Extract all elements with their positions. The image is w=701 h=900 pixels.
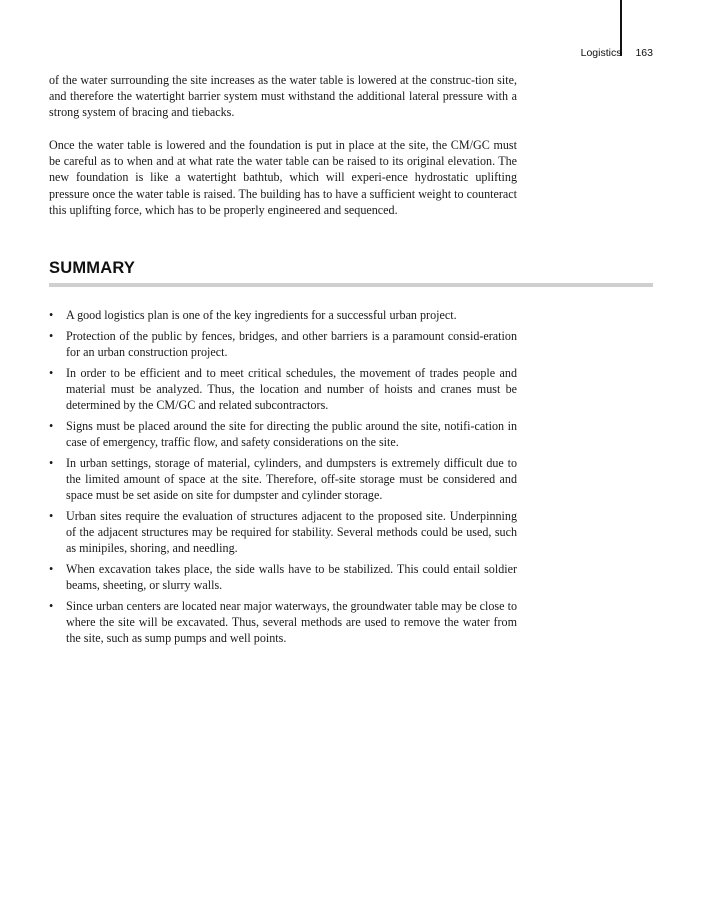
bullet-icon: •	[49, 418, 54, 433]
running-head	[581, 46, 653, 60]
summary-rule	[49, 283, 653, 287]
summary-item	[49, 418, 517, 450]
bullet-icon: •	[49, 455, 54, 470]
summary-heading: SUMMARY	[49, 259, 136, 277]
summary-item-text: Signs must be placed around the site for directing the public around the site, notifi-cation in case of emergency, traffic flow, and safety considerations on the site.	[66, 418, 517, 449]
bullet-icon: •	[49, 508, 54, 523]
page-number: 163	[635, 47, 653, 59]
summary-item-text: Urban sites require the evaluation of structures adjacent to the proposed site. Underpinning of the adjacent structures may be required for stability. Several methods could be used, such as minipiles, shoring, and needling.	[66, 508, 517, 556]
bullet-icon: •	[49, 598, 54, 613]
summary-item-text: Since urban centers are located near major waterways, the groundwater table may be close to where the site will be excavated. Thus, several methods are used to remove the water from the site, such as sump pumps and well points.	[66, 598, 517, 646]
summary-item	[49, 307, 517, 323]
summary-item	[49, 365, 517, 414]
paragraph-water-table: Once the water table is lowered and the foundation is put in place at the site, the CM/GC must be careful as to when and at what rate the water table can be raised to its original elevation. The new foundation is like a watertight bathtub, which will experi-ence hydrostatic uplifting pressure once the water table is raised. The building has to have a sufficient weight to counteract this uplifting force, which has to be properly engineered and sequenced.	[49, 138, 517, 217]
summary-item-text: When excavation takes place, the side walls have to be stabilized. This could entail soldier beams, sheeting, or slurry walls.	[66, 561, 517, 593]
summary-item	[49, 328, 517, 360]
summary-item-text: A good logistics plan is one of the key ingredients for a successful urban project.	[66, 308, 457, 322]
summary-item	[49, 508, 517, 557]
summary-item-text: In urban settings, storage of material, cylinders, and dumpsters is extremely difficult due to the limited amount of space at the site. Therefore, off-site storage must be considered and space must be set aside on site for dumpster and cylinder storage.	[66, 455, 517, 503]
summary-item	[49, 561, 517, 593]
paragraph-continuation: of the water surrounding the site increases as the water table is lowered at the construc-tion site, and therefore the watertight barrier system must withstand the additional lateral pressure with a strong system of bracing and tiebacks.	[49, 73, 517, 120]
bullet-icon: •	[49, 308, 54, 322]
summary-item-text: Protection of the public by fences, bridges, and other barriers is a paramount consid-eration for an urban construction project.	[66, 328, 517, 359]
summary-list	[49, 307, 517, 651]
summary-item	[49, 455, 517, 504]
running-head-section: Logistics	[580, 47, 622, 59]
summary-item-text: In order to be efficient and to meet critical schedules, the movement of trades people and material must be analyzed. Thus, the location and number of hoists and cranes must be determined by the CM/GC and related subcontractors.	[66, 365, 517, 413]
bullet-icon: •	[49, 561, 54, 576]
bullet-icon: •	[49, 365, 54, 380]
bullet-icon: •	[49, 328, 54, 343]
summary-item	[49, 598, 517, 647]
